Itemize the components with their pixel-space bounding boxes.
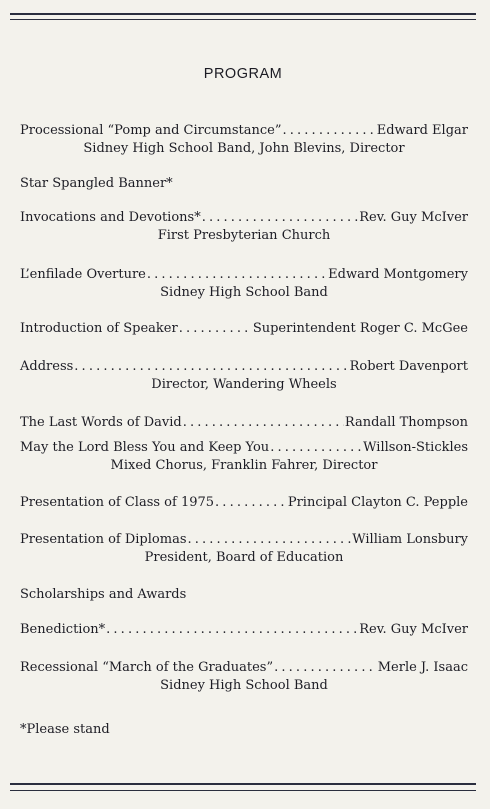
leader-dots	[215, 495, 287, 511]
program-item-anthem	[20, 176, 468, 192]
bottom-rule-thin	[10, 790, 476, 791]
item-performer: Randall Thompson	[344, 415, 468, 430]
item-title: Star Spangled Banner*	[20, 176, 173, 191]
leader-dots	[147, 267, 327, 283]
item-subtitle: Director, Wandering Wheels	[151, 377, 337, 392]
item-performer: Edward Elgar	[376, 123, 468, 138]
item-subtitle: President, Board of Education	[144, 550, 344, 565]
item-title: Recessional “March of the Graduates”	[20, 660, 274, 675]
top-rule-thin	[10, 19, 476, 20]
item-title: The Last Words of David	[20, 415, 182, 430]
item-subtitle: First Presbyterian Church	[157, 228, 331, 243]
item-title: Address	[20, 359, 74, 374]
item-performer: Edward Montgomery	[328, 267, 468, 282]
item-title: Presentation of Diplomas	[20, 532, 187, 547]
item-performer: William Lonsbury	[352, 532, 468, 547]
item-title: Scholarships and Awards	[20, 587, 187, 602]
program-item-diplomas	[20, 532, 468, 548]
item-subtitle: Sidney High School Band, John Blevins, Director	[83, 141, 405, 156]
item-title: Processional “Pomp and Circumstance”	[20, 123, 282, 138]
program-item-benediction	[20, 622, 468, 638]
program-item-last-words	[20, 415, 468, 431]
leader-dots	[270, 440, 362, 456]
item-title: Invocations and Devotions*	[20, 210, 201, 225]
leader-dots	[283, 123, 376, 139]
program-item-class-presentation	[20, 495, 468, 511]
leader-dots	[74, 359, 348, 375]
item-performer: Robert Davenport	[349, 359, 468, 374]
program-item-bless-you	[20, 440, 468, 456]
item-performer: Rev. Guy McIver	[359, 210, 468, 225]
item-title: Introduction of Speaker	[20, 321, 178, 336]
program-item-invocations	[20, 210, 468, 226]
item-title: Benediction*	[20, 622, 106, 637]
top-rule-thick	[10, 13, 476, 15]
item-title: May the Lord Bless You and Keep You	[20, 440, 270, 455]
item-subtitle: Mixed Chorus, Franklin Fahrer, Director	[110, 458, 378, 473]
program-item-processional	[20, 123, 468, 139]
item-performer: Merle J. Isaac	[377, 660, 468, 675]
program-item-introduction	[20, 321, 468, 337]
leader-dots	[106, 622, 358, 638]
leader-dots	[179, 321, 252, 337]
leader-dots	[183, 415, 344, 431]
item-performer: Principal Clayton C. Pepple	[287, 495, 468, 510]
leader-dots	[274, 660, 377, 676]
footnote	[20, 722, 468, 738]
item-performer: Rev. Guy McIver	[359, 622, 468, 637]
program-item-scholarships	[20, 587, 468, 603]
footnote-text: *Please stand	[20, 722, 110, 737]
program-item-overture	[20, 267, 468, 283]
bottom-rule-thick	[10, 783, 476, 785]
item-performer: Willson-Stickles	[363, 440, 468, 455]
item-subtitle: Sidney High School Band	[160, 285, 328, 300]
item-title: L’enfilade Overture	[20, 267, 146, 282]
leader-dots	[202, 210, 359, 226]
item-performer: Superintendent Roger C. McGee	[252, 321, 468, 336]
program-item-recessional	[20, 660, 468, 676]
program-item-address	[20, 359, 468, 375]
leader-dots	[188, 532, 352, 548]
item-subtitle: Sidney High School Band	[160, 678, 328, 693]
item-title: Presentation of Class of 1975	[20, 495, 215, 510]
page-title: PROGRAM	[203, 66, 283, 82]
